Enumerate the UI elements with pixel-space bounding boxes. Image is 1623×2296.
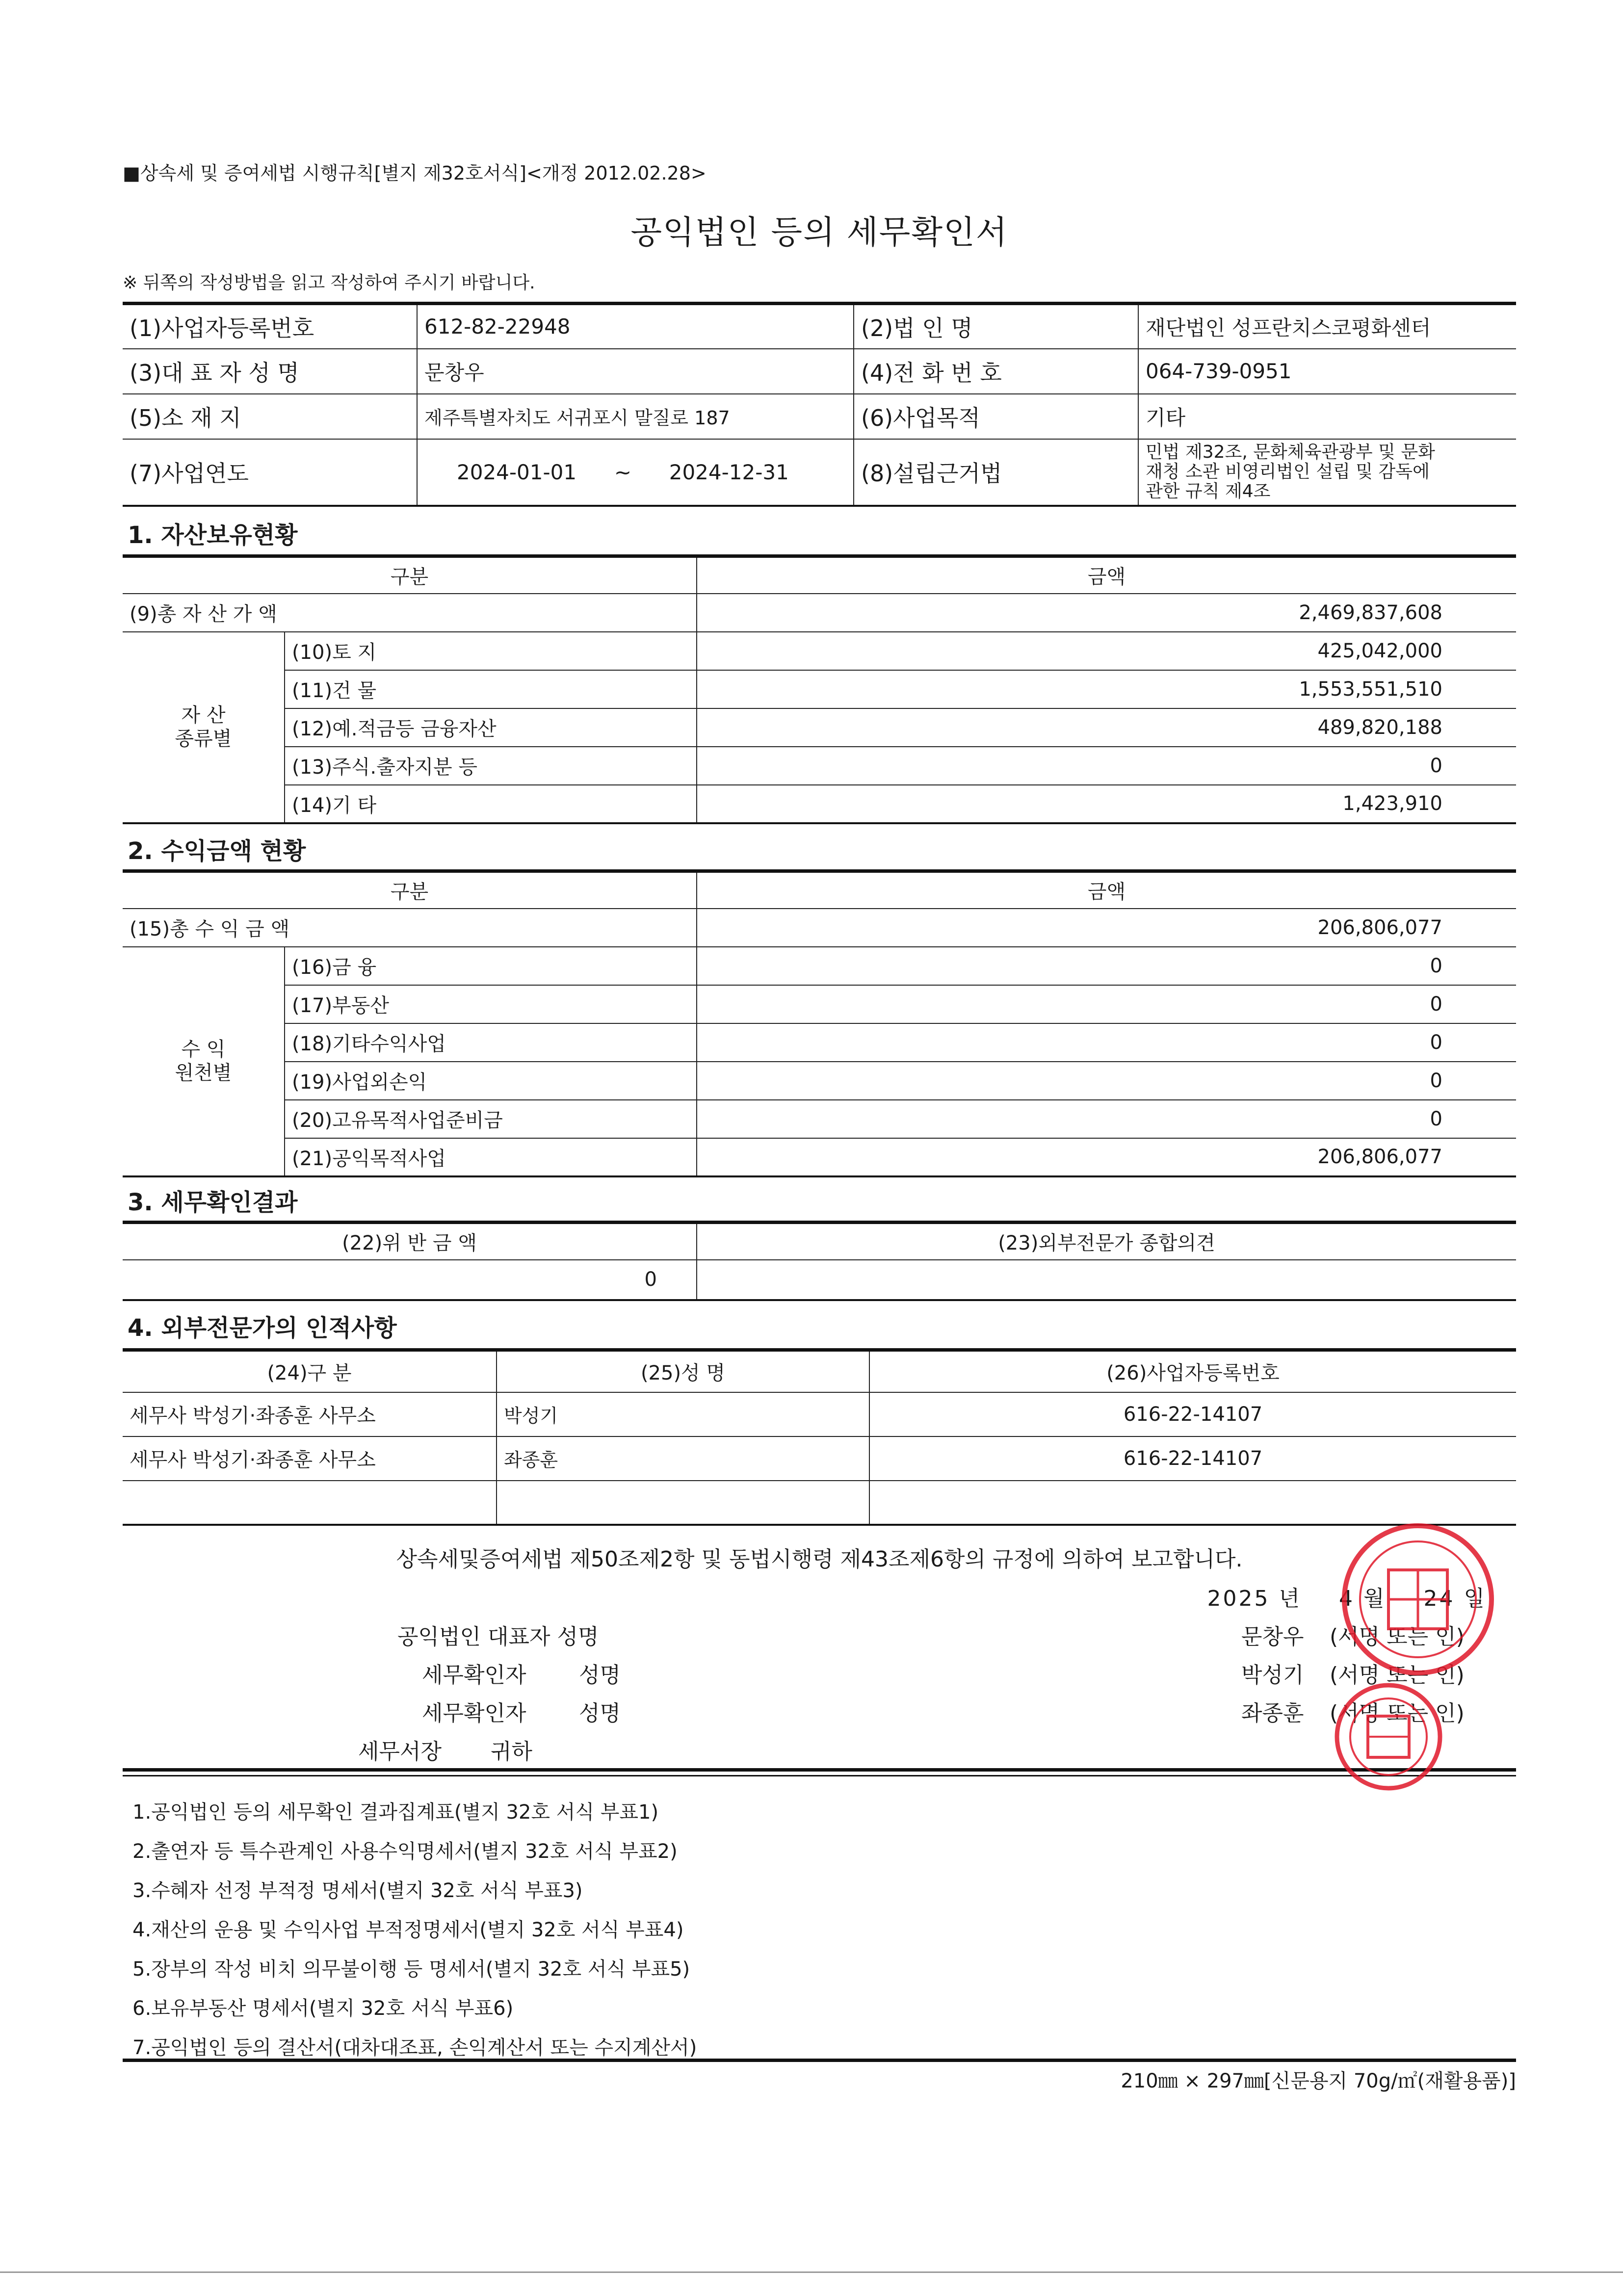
opinion-value [697,1260,1516,1300]
assets-col-amount: 금액 [697,556,1516,594]
sig-confirmer1-label: 세무확인자 [422,1663,526,1688]
year-tilde: ~ [614,460,632,484]
sig-confirmer2-label: 세무확인자 [422,1701,526,1726]
section-result-title: 3. 세무확인결과 [128,1189,298,1216]
date-month: 4 [1338,1586,1355,1611]
income-item-label: (19)사업외손익 [285,1062,697,1100]
sig-rep-name: 문창우 [1241,1624,1304,1649]
purpose-label: (6)사업목적 [854,394,1138,439]
income-item-amount: 0 [697,1062,1516,1100]
attachment-item: 4.재산의 운용 및 수익사업 부적정명세서(별지 32호 서식 부표4) [132,1919,684,1941]
page-bottom-edge [0,2271,1623,2273]
expert-type [123,1481,497,1525]
date-year-unit: 년 [1279,1586,1302,1611]
income-col-division: 구분 [123,871,697,909]
income-item-label: (18)기타수익사업 [285,1023,697,1062]
attachment-item: 5.장부의 작성 비치 의무불이행 등 명세서(별지 32호 서식 부표5) [132,1958,690,1981]
basic-info-table [123,302,1516,507]
asset-item-amount: 1,423,910 [697,785,1516,823]
experts-col-name: (25)성 명 [497,1350,869,1392]
income-item-amount: 0 [697,947,1516,985]
year-to: 2024-12-31 [669,460,789,484]
law-line-3: 관한 규칙 제4조 [1146,481,1271,501]
biz-no-label: (1)사업자등록번호 [123,304,417,349]
sig-confirmer2-suffix: (서명 또는 인) [1330,1701,1465,1726]
asset-item-label: (11)건 물 [285,670,697,708]
expert-name [497,1481,869,1525]
sig-confirmer2-name: 좌종훈 [1241,1701,1304,1726]
income-total-amount: 206,806,077 [697,909,1516,947]
section-experts-title: 4. 외부전문가의 인적사항 [128,1314,397,1342]
income-col-amount: 금액 [697,871,1516,909]
law-line-1: 민법 제32조, 문화체육관광부 및 문화 [1146,442,1435,462]
income-table [123,869,1516,1177]
expert-name: 박성기 [497,1392,869,1436]
rep-value: 문창우 [417,349,854,394]
phone-value: 064-739-0951 [1138,349,1516,394]
asset-item-amount: 1,553,551,510 [697,670,1516,708]
sig-confirmer1-suffix: (서명 또는 인) [1330,1663,1465,1688]
year-label: (7)사업연도 [123,439,417,506]
asset-item-label: (14)기 타 [285,785,697,823]
income-item-amount: 0 [697,985,1516,1023]
report-statement: 상속세및증여세법 제50조제2항 및 동법시행령 제43조제6항의 규정에 의하여 보고합니다. [396,1547,1243,1572]
regulation-line: ■상속세 및 증여세법 시행규칙[별지 제32호서식]<개정 2012.02.28> [123,162,707,184]
asset-item-amount: 0 [697,747,1516,785]
law-label: (8)설립근거법 [854,439,1138,506]
addressee-office: 세무서장 [358,1739,442,1764]
attachment-item: 1.공익법인 등의 세무확인 결과집계표(별지 32호 서식 부표1) [132,1801,659,1824]
rep-label: (3)대 표 자 성 명 [123,349,417,394]
phone-label: (4)전 화 번 호 [854,349,1138,394]
experts-table [123,1348,1516,1526]
experts-col-bizno: (26)사업자등록번호 [869,1350,1516,1392]
form-page [123,0,1516,2296]
expert-type: 세무사 박성기·좌종훈 사무소 [123,1392,497,1436]
violation-label: (22)위 반 금 액 [123,1223,697,1260]
violation-amount: 0 [123,1260,697,1300]
income-item-amount: 206,806,077 [697,1138,1516,1176]
addr-value: 제주특별자치도 서귀포시 말질로 187 [417,394,854,439]
purpose-value: 기타 [1138,394,1516,439]
paper-spec: 210㎜ × 297㎜[신문용지 70g/㎡(재활용품)] [1121,2070,1516,2092]
attachment-item: 6.보유부동산 명세서(별지 32호 서식 부표6) [132,1997,514,2020]
assets-table [123,554,1516,824]
asset-item-label: (13)주식.출자지분 등 [285,747,697,785]
attachment-item: 2.출연자 등 특수관계인 사용수익명세서(별지 32호 서식 부표2) [132,1840,678,1863]
income-item-label: (20)고유목적사업준비금 [285,1100,697,1138]
sig-rep-suffix: (서명 또는 인) [1330,1624,1465,1649]
opinion-label: (23)외부전문가 종합의견 [697,1223,1516,1260]
attachment-item: 7.공익법인 등의 결산서(대차대조표, 손익계산서 또는 수지계산서) [132,2036,697,2059]
assets-group-line-2: 종류별 [175,728,232,750]
asset-item-label: (10)토 지 [285,632,697,670]
date-day: 24 [1423,1586,1455,1611]
addressee-honorific: 귀하 [491,1739,533,1764]
expert-bizno [869,1481,1516,1525]
sig-confirmer1-name: 박성기 [1241,1663,1304,1688]
corp-name-value: 재단법인 성프란치스코평화센터 [1138,304,1516,349]
asset-item-label: (12)예.적금등 금융자산 [285,708,697,747]
addr-label: (5)소 재 지 [123,394,417,439]
asset-item-amount: 489,820,188 [697,708,1516,747]
asset-item-amount: 425,042,000 [697,632,1516,670]
income-group-line-1: 수 익 [181,1038,226,1061]
law-value [1138,439,1516,506]
sig-confirmer2-name-word: 성명 [579,1701,621,1726]
date-day-unit: 일 [1464,1586,1487,1611]
result-table [123,1221,1516,1301]
income-total-label: (15)총 수 익 금 액 [123,909,697,947]
section-income-title: 2. 수익금액 현황 [128,837,306,865]
assets-col-division: 구분 [123,556,697,594]
date-year: 2025 [1207,1586,1270,1611]
expert-bizno: 616-22-14107 [869,1392,1516,1436]
assets-total-label: (9)총 자 산 가 액 [123,594,697,632]
expert-bizno: 616-22-14107 [869,1436,1516,1481]
experts-col-type: (24)구 분 [123,1350,497,1392]
assets-group-label [123,632,285,823]
year-from: 2024-01-01 [457,460,577,484]
date-month-unit: 월 [1363,1586,1387,1611]
sig-confirmer1-name-word: 성명 [579,1663,621,1688]
section-assets-title: 1. 자산보유현황 [128,522,298,549]
income-group-line-2: 원천별 [175,1062,232,1084]
income-item-label: (21)공익목적사업 [285,1138,697,1176]
year-value [417,439,854,506]
assets-total-amount: 2,469,837,608 [697,594,1516,632]
biz-no-value: 612-82-22948 [417,304,854,349]
instruction-note: ※ 뒤쪽의 작성방법을 읽고 작성하여 주시기 바랍니다. [123,273,535,293]
expert-name: 좌종훈 [497,1436,869,1481]
corp-name-label: (2)법 인 명 [854,304,1138,349]
official-seal-stamp [1305,1521,1511,1796]
income-item-amount: 0 [697,1100,1516,1138]
law-line-2: 재청 소관 비영리법인 설립 및 감독에 [1146,462,1430,482]
income-item-amount: 0 [697,1023,1516,1062]
income-item-label: (16)금 융 [285,947,697,985]
attachments-bottom-rule [123,2059,1516,2062]
expert-type: 세무사 박성기·좌종훈 사무소 [123,1436,497,1481]
attachment-item: 3.수혜자 선정 부적정 명세서(별지 32호 서식 부표3) [132,1879,583,1902]
income-group-label [123,947,285,1176]
sig-rep-label: 공익법인 대표자 성명 [397,1624,599,1649]
assets-group-line-1: 자 산 [181,704,226,727]
income-item-label: (17)부동산 [285,985,697,1023]
form-title: 공익법인 등의 세무확인서 [630,213,1008,251]
